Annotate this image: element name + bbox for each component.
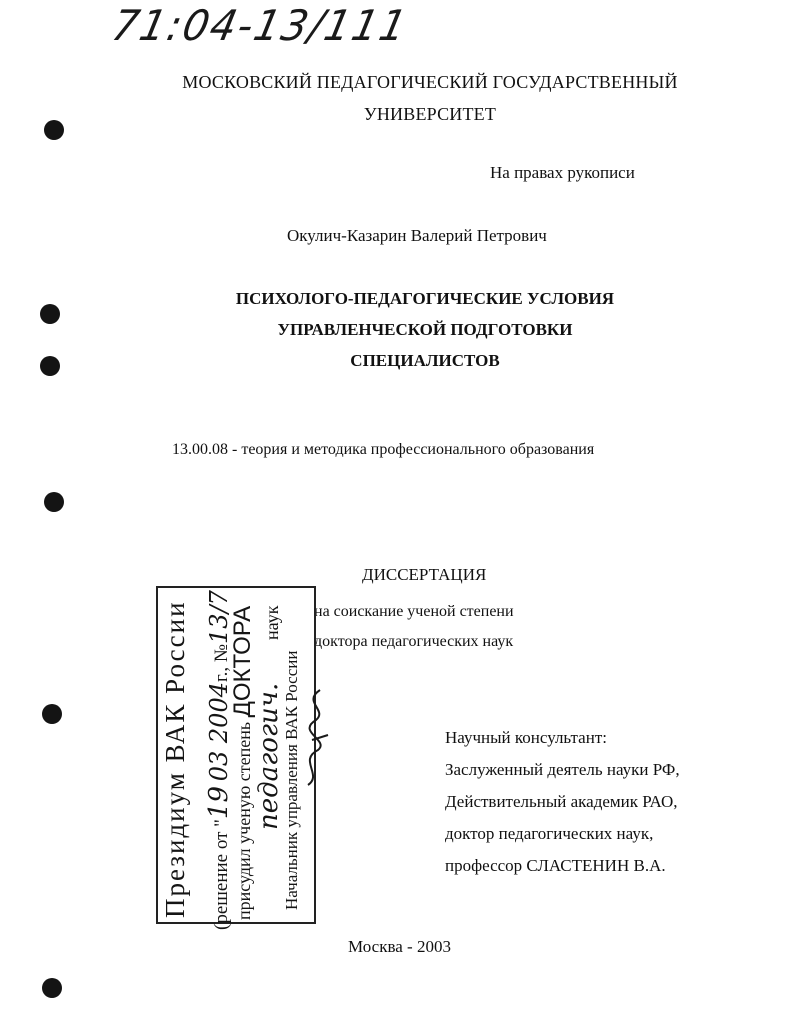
- punch-hole: [42, 978, 62, 998]
- punch-hole: [42, 704, 62, 724]
- stamp-presidium-text: Президиум ВАК России: [160, 600, 190, 918]
- signature: [288, 680, 338, 790]
- author-name: Окулич-Казарин Валерий Петрович: [287, 226, 547, 245]
- consultant-line-1: Заслуженный деятель науки РФ,: [445, 760, 680, 779]
- decision-number: 13/7: [205, 590, 233, 644]
- stamp-awarded-line: [229, 606, 257, 920]
- consultant-line-2: Действительный академик РАО,: [445, 792, 678, 811]
- dissertation-title: [190, 283, 660, 376]
- degree-line-2: доктора педагогических наук: [314, 633, 514, 650]
- punch-hole: [40, 304, 60, 324]
- specialty-code: 13.00.08 - теория и методика профессионального образования: [172, 441, 595, 458]
- university-name: [150, 66, 710, 130]
- archive-number: 71:04-13/111: [107, 2, 413, 51]
- place-year: Москва - 2003: [348, 937, 451, 956]
- decision-prefix: (решение от ": [211, 819, 232, 930]
- university-line-2: УНИВЕРСИТЕТ: [363, 104, 497, 124]
- dissertation-label: ДИССЕРТАЦИЯ: [362, 565, 487, 584]
- title-line-1: ПСИХОЛОГО-ПЕДАГОГИЧЕСКИЕ УСЛОВИЯ: [235, 289, 615, 308]
- decision-day: 19: [204, 786, 234, 820]
- scientific-consultant: [445, 722, 680, 882]
- decision-month-year: 03 2004: [205, 682, 233, 782]
- university-line-1: МОСКОВСКИЙ ПЕДАГОГИЧЕСКИЙ ГОСУДАРСТВЕННЫЙ: [182, 72, 678, 92]
- title-line-2: УПРАВЛЕНЧЕСКОЙ ПОДГОТОВКИ: [277, 320, 573, 339]
- punch-hole: [40, 356, 60, 376]
- consultant-label: Научный консультант:: [445, 728, 607, 747]
- stamp-sciences: наук: [262, 605, 282, 640]
- degree-line-1: на соискание ученой степени: [314, 603, 514, 620]
- consultant-line-3: доктор педагогических наук,: [445, 824, 654, 843]
- stamp-head-line: Начальник управления ВАК России: [282, 650, 301, 910]
- punch-hole: [44, 492, 64, 512]
- signature-stroke: [308, 690, 328, 785]
- consultant-line-4: профессор СЛАСТЕНИН В.А.: [445, 856, 666, 875]
- decision-number-prefix: г., №: [211, 643, 232, 682]
- stamp-field-hand: педагогич.: [254, 682, 284, 830]
- title-line-3: СПЕЦИАЛИСТОВ: [350, 351, 500, 370]
- degree-sought: [314, 597, 514, 657]
- awarded-text: присудил ученую степень: [234, 721, 254, 920]
- punch-hole: [44, 120, 64, 140]
- manuscript-note: На правах рукописи: [490, 163, 635, 182]
- degree-text: ДОКТОРА: [229, 605, 256, 718]
